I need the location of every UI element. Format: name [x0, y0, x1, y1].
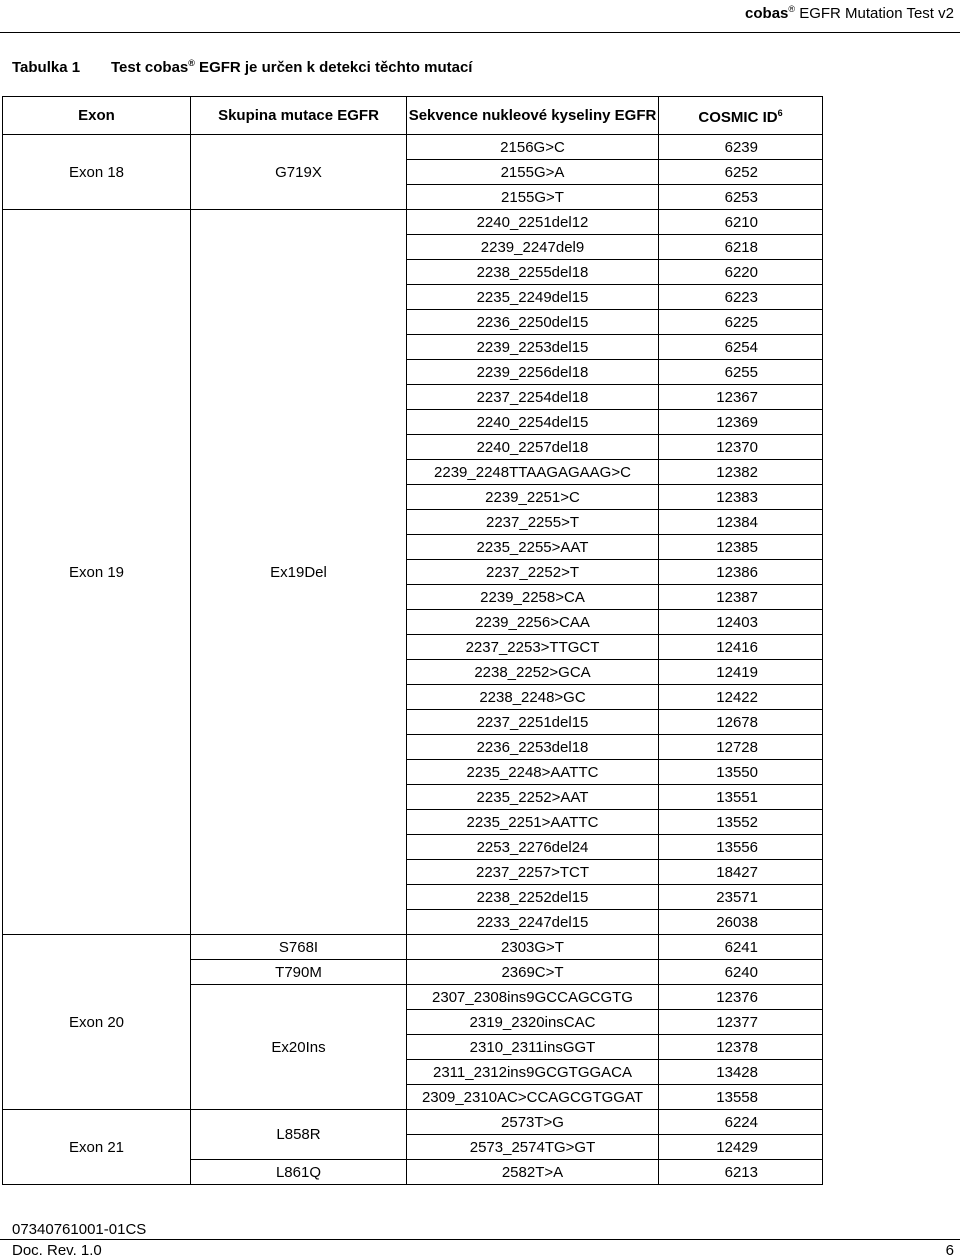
page-number: 6: [945, 1242, 954, 1259]
cosmic-id-cell: 6218: [659, 235, 823, 260]
header-brand: cobas: [745, 5, 789, 22]
sequence-cell: 2253_2276del24: [407, 835, 659, 860]
header-cosmic-label: COSMIC ID: [698, 109, 778, 126]
cosmic-id-cell: 12416: [659, 635, 823, 660]
table-row: [3, 210, 823, 235]
sequence-cell: 2310_2311insGGT: [407, 1035, 659, 1060]
mutation-group-cell: S768I: [191, 935, 407, 960]
exon-cell: Exon 21: [3, 1110, 191, 1185]
mutation-table: [2, 96, 823, 1185]
sequence-cell: 2238_2252>GCA: [407, 660, 659, 685]
cosmic-id-cell: 12386: [659, 560, 823, 585]
sequence-cell: 2573T>G: [407, 1110, 659, 1135]
cosmic-id-cell: 6210: [659, 210, 823, 235]
sequence-cell: 2236_2250del15: [407, 310, 659, 335]
table-caption: [12, 58, 472, 76]
cosmic-id-cell: 13558: [659, 1085, 823, 1110]
cosmic-id-cell: 12382: [659, 460, 823, 485]
mutation-group-cell: Ex19Del: [191, 210, 407, 935]
sequence-cell: 2239_2248TTAAGAGAAG>C: [407, 460, 659, 485]
cosmic-id-cell: 13556: [659, 835, 823, 860]
header-cosmic: [659, 97, 823, 135]
sequence-cell: 2311_2312ins9GCGTGGACA: [407, 1060, 659, 1085]
mutation-group-cell: T790M: [191, 960, 407, 985]
sequence-cell: 2309_2310AC>CCAGCGTGGAT: [407, 1085, 659, 1110]
cosmic-id-cell: 12728: [659, 735, 823, 760]
cosmic-id-cell: 12384: [659, 510, 823, 535]
table-row: [3, 1110, 823, 1135]
cosmic-id-cell: 12419: [659, 660, 823, 685]
sequence-cell: 2235_2255>AAT: [407, 535, 659, 560]
table-label: Tabulka 1: [12, 59, 81, 76]
sequence-cell: 2238_2248>GC: [407, 685, 659, 710]
cosmic-id-cell: 18427: [659, 860, 823, 885]
cosmic-id-cell: 6255: [659, 360, 823, 385]
caption-reg-mark: ®: [188, 58, 195, 68]
sequence-cell: 2239_2253del15: [407, 335, 659, 360]
table-row: [3, 135, 823, 160]
sequence-cell: 2237_2257>TCT: [407, 860, 659, 885]
sequence-cell: 2237_2254del18: [407, 385, 659, 410]
sequence-cell: 2235_2249del15: [407, 285, 659, 310]
cosmic-id-cell: 13428: [659, 1060, 823, 1085]
cosmic-id-cell: 12367: [659, 385, 823, 410]
header-title: EGFR Mutation Test v2: [799, 5, 954, 22]
header-cosmic-footnote: 6: [777, 108, 783, 118]
cosmic-id-cell: 12378: [659, 1035, 823, 1060]
cosmic-id-cell: 13551: [659, 785, 823, 810]
sequence-cell: 2573_2574TG>GT: [407, 1135, 659, 1160]
sequence-cell: 2319_2320insCAC: [407, 1010, 659, 1035]
sequence-cell: 2307_2308ins9GCCAGCGTG: [407, 985, 659, 1010]
running-header: [745, 4, 954, 22]
cosmic-id-cell: 6253: [659, 185, 823, 210]
exon-cell: Exon 18: [3, 135, 191, 210]
header-reg-mark: ®: [788, 4, 796, 14]
sequence-cell: 2240_2251del12: [407, 210, 659, 235]
caption-text-before: Test cobas: [111, 59, 189, 76]
sequence-cell: 2237_2252>T: [407, 560, 659, 585]
cosmic-id-cell: 6241: [659, 935, 823, 960]
sequence-cell: 2240_2254del15: [407, 410, 659, 435]
table-header-row: [3, 97, 823, 135]
sequence-cell: 2236_2253del18: [407, 735, 659, 760]
sequence-cell: 2303G>T: [407, 935, 659, 960]
sequence-cell: 2239_2258>CA: [407, 585, 659, 610]
sequence-cell: 2240_2257del18: [407, 435, 659, 460]
cosmic-id-cell: 12369: [659, 410, 823, 435]
cosmic-id-cell: 6252: [659, 160, 823, 185]
cosmic-id-cell: 6254: [659, 335, 823, 360]
sequence-cell: 2235_2252>AAT: [407, 785, 659, 810]
sequence-cell: 2239_2256del18: [407, 360, 659, 385]
cosmic-id-cell: 6213: [659, 1160, 823, 1185]
table-body: [3, 135, 823, 1185]
cosmic-id-cell: 12422: [659, 685, 823, 710]
sequence-cell: 2155G>T: [407, 185, 659, 210]
cosmic-id-cell: 12387: [659, 585, 823, 610]
sequence-cell: 2239_2247del9: [407, 235, 659, 260]
sequence-cell: 2235_2251>AATTC: [407, 810, 659, 835]
sequence-cell: 2233_2247del15: [407, 910, 659, 935]
cosmic-id-cell: 12376: [659, 985, 823, 1010]
sequence-cell: 2156G>C: [407, 135, 659, 160]
header-divider: [0, 32, 960, 33]
sequence-cell: 2237_2251del15: [407, 710, 659, 735]
sequence-cell: 2238_2255del18: [407, 260, 659, 285]
header-group: Skupina mutace EGFR: [191, 97, 407, 135]
mutation-group-cell: L861Q: [191, 1160, 407, 1185]
sequence-cell: 2239_2251>C: [407, 485, 659, 510]
doc-revision: Doc. Rev. 1.0: [12, 1242, 102, 1259]
cosmic-id-cell: 12678: [659, 710, 823, 735]
cosmic-id-cell: 6223: [659, 285, 823, 310]
cosmic-id-cell: 12383: [659, 485, 823, 510]
header-sequence: Sekvence nukleové kyseliny EGFR: [407, 97, 659, 135]
header-exon: Exon: [3, 97, 191, 135]
cosmic-id-cell: 6224: [659, 1110, 823, 1135]
cosmic-id-cell: 12370: [659, 435, 823, 460]
sequence-cell: 2237_2255>T: [407, 510, 659, 535]
exon-cell: Exon 19: [3, 210, 191, 935]
cosmic-id-cell: 23571: [659, 885, 823, 910]
doc-number: 07340761001-01CS: [12, 1221, 147, 1238]
cosmic-id-cell: 26038: [659, 910, 823, 935]
footer-divider: [0, 1239, 960, 1240]
sequence-cell: 2238_2252del15: [407, 885, 659, 910]
cosmic-id-cell: 6239: [659, 135, 823, 160]
sequence-cell: 2237_2253>TTGCT: [407, 635, 659, 660]
sequence-cell: 2155G>A: [407, 160, 659, 185]
sequence-cell: 2582T>A: [407, 1160, 659, 1185]
mutation-group-cell: Ex20Ins: [191, 985, 407, 1110]
mutation-group-cell: G719X: [191, 135, 407, 210]
table-row: [3, 935, 823, 960]
sequence-cell: 2235_2248>AATTC: [407, 760, 659, 785]
cosmic-id-cell: 6225: [659, 310, 823, 335]
cosmic-id-cell: 12385: [659, 535, 823, 560]
cosmic-id-cell: 12377: [659, 1010, 823, 1035]
caption-text-after: EGFR je určen k detekci těchto mutací: [194, 59, 473, 76]
mutation-group-cell: L858R: [191, 1110, 407, 1160]
cosmic-id-cell: 6220: [659, 260, 823, 285]
sequence-cell: 2369C>T: [407, 960, 659, 985]
cosmic-id-cell: 13552: [659, 810, 823, 835]
cosmic-id-cell: 13550: [659, 760, 823, 785]
exon-cell: Exon 20: [3, 935, 191, 1110]
cosmic-id-cell: 12429: [659, 1135, 823, 1160]
cosmic-id-cell: 6240: [659, 960, 823, 985]
cosmic-id-cell: 12403: [659, 610, 823, 635]
sequence-cell: 2239_2256>CAA: [407, 610, 659, 635]
